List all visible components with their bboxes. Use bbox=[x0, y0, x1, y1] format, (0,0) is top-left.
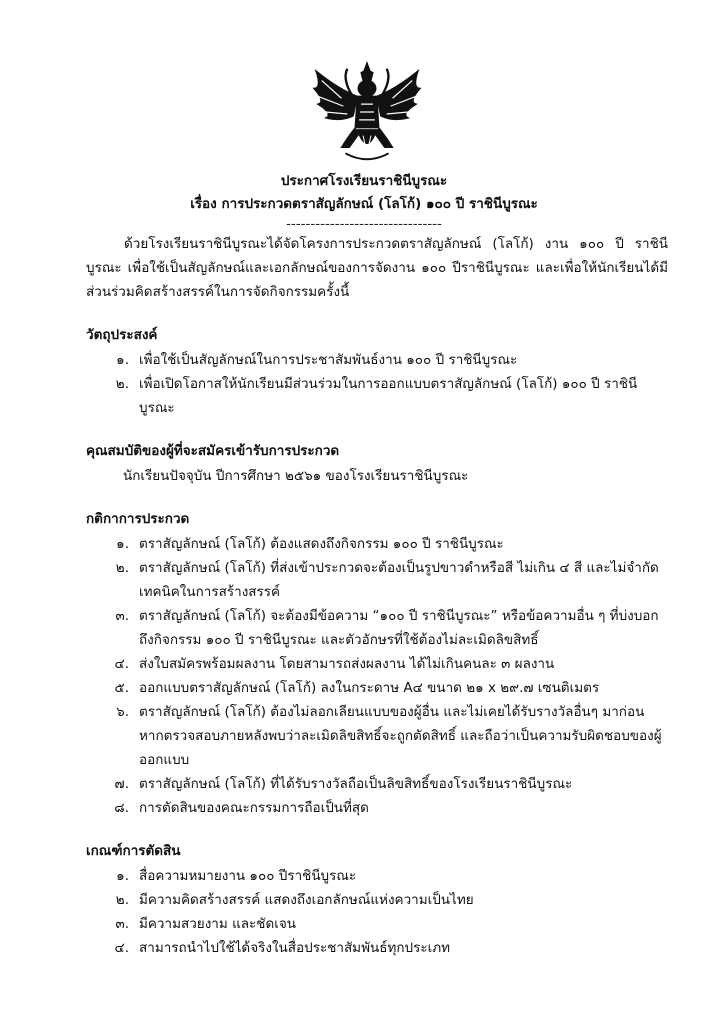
list-item bbox=[86, 796, 668, 820]
list-item bbox=[86, 772, 668, 796]
item-text: เพื่อใช้เป็นสัญลักษณ์ในการประชาสัมพันธ์งาน ๑๐๐ ปี ราชินีบูรณะ bbox=[139, 352, 518, 368]
list-item bbox=[86, 676, 668, 700]
criteria-heading: เกณฑ์การตัดสิน bbox=[86, 843, 181, 859]
item-number: ๑. bbox=[116, 868, 129, 884]
item-number: ๓. bbox=[115, 608, 129, 624]
list-item bbox=[86, 912, 668, 936]
list-item bbox=[86, 532, 668, 556]
objectives-list bbox=[86, 348, 668, 420]
qualifications-heading: คุณสมบัติของผู้ที่จะสมัครเข้ารับการประกวด bbox=[86, 443, 340, 459]
item-text: การตัดสินของคณะกรรมการถือเป็นที่สุด bbox=[139, 800, 369, 816]
list-item bbox=[86, 556, 668, 604]
item-text: มีความคิดสร้างสรรค์ แสดงถึงเอกลักษณ์แห่งความเป็นไทย bbox=[139, 892, 474, 908]
item-number: ๔. bbox=[114, 656, 129, 672]
item-number: ๑. bbox=[116, 352, 129, 368]
qualifications-text: นักเรียนปัจจุบัน ปีการศึกษา ๒๕๖๑ ของโรงเรียนราชินีบูรณะ bbox=[123, 468, 469, 484]
item-text: มีความสวยงาม และชัดเจน bbox=[139, 916, 296, 932]
announcement-body bbox=[86, 232, 668, 960]
list-item bbox=[86, 888, 668, 912]
item-number: ๔. bbox=[114, 940, 129, 956]
list-item bbox=[86, 864, 668, 888]
item-number: ๗. bbox=[114, 776, 129, 792]
list-item bbox=[86, 652, 668, 676]
item-text: สื่อความหมายงาน ๑๐๐ ปีราชินีบูรณะ bbox=[139, 868, 357, 884]
item-number: ๘. bbox=[114, 800, 129, 816]
announcement-heading bbox=[0, 170, 728, 232]
item-number: ๒. bbox=[115, 560, 129, 576]
item-text: ตราสัญลักษณ์ (โลโก้) จะต้องมีข้อความ “๑๐๐ ปี ราชินีบูรณะ” หรือข้อความอื่น ๆ ที่บ่งบอกถึงกิจกรรม ๑๐๐ ปี ราชินีบูรณะ และตัวอักษรที่ใช้ต้องไม่ละเมิดลิขสิทธิ์ bbox=[139, 608, 659, 648]
rules-heading: กติกาการประกวด bbox=[86, 511, 190, 527]
item-text: ออกแบบตราสัญลักษณ์ (โลโก้) ลงในกระดาษ A๔ ขนาด ๒๑ x ๒๙.๗ เซนติเมตร bbox=[139, 680, 600, 696]
list-item bbox=[86, 348, 668, 372]
rules-list bbox=[86, 532, 668, 820]
item-number: ๖. bbox=[116, 704, 129, 720]
list-item bbox=[86, 372, 668, 420]
item-text: ตราสัญลักษณ์ (โลโก้) ต้องแสดงถึงกิจกรรม ๑๐๐ ปี ราชินีบูรณะ bbox=[139, 536, 504, 552]
item-text: ตราสัญลักษณ์ (โลโก้) ที่ส่งเข้าประกวดจะต้องเป็นรูปขาวดำหรือสี ไม่เกิน ๔ สี และไม่จำกัดเทคนิคในการสร้างสรรค์ bbox=[139, 560, 659, 600]
item-number: ๑. bbox=[116, 536, 129, 552]
announcement-title: ประกาศโรงเรียนราชินีบูรณะ bbox=[280, 173, 448, 189]
item-text: เพื่อเปิดโอกาสให้นักเรียนมีส่วนร่วมในการออกแบบตราสัญลักษณ์ (โลโก้) ๑๐๐ ปี ราชินีบูรณะ bbox=[139, 376, 638, 416]
intro-paragraph: ด้วยโรงเรียนราชินีบูรณะได้จัดโครงการประกวดตราสัญลักษณ์ (โลโก้) งาน ๑๐๐ ปี ราชินีบูรณะ เพื่อใช้เป็นสัญลักษณ์และเอกลักษณ์ของการจัดงาน ๑๐๐ ปีราชินีบูรณะ และเพื่อให้นักเรียนได้มีส่วนร่วมคิดสร้างสรรค์ในการจัดกิจกรรมครั้งนี้ bbox=[86, 236, 668, 300]
criteria-list bbox=[86, 864, 668, 960]
list-item bbox=[86, 700, 668, 772]
item-text: ส่งใบสมัครพร้อมผลงาน โดยสามารถส่งผลงาน ได้ไม่เกินคนละ ๓ ผลงาน bbox=[139, 656, 555, 672]
list-item bbox=[86, 604, 668, 652]
item-text: ตราสัญลักษณ์ (โลโก้) ต้องไม่ลอกเลียนแบบของผู้อื่น และไม่เคยได้รับรางวัลอื่นๆ มาก่อน หากตรวจสอบภายหลังพบว่าละเมิดลิขสิทธิ์จะถูกตัดสิทธิ์ และถือว่าเป็นความรับผิดชอบของผู้ออกแบบ bbox=[139, 704, 662, 768]
divider-rule: -------------------------------- bbox=[286, 216, 442, 232]
list-item bbox=[86, 936, 668, 960]
item-text: สามารถนำไปใช้ได้จริงในสื่อประชาสัมพันธ์ทุกประเภท bbox=[139, 940, 451, 956]
item-number: ๓. bbox=[115, 916, 129, 932]
objectives-heading: วัตถุประสงค์ bbox=[86, 327, 158, 343]
item-number: ๕. bbox=[114, 680, 129, 696]
item-text: ตราสัญลักษณ์ (โลโก้) ที่ได้รับรางวัลถือเป็นลิขสิทธิ์ของโรงเรียนราชินีบูรณะ bbox=[139, 776, 573, 792]
announcement-subject: เรื่อง การประกวดตราสัญลักษณ์ (โลโก้) ๑๐๐ ปี ราชินีบูรณะ bbox=[190, 196, 538, 212]
item-number: ๒. bbox=[115, 376, 129, 392]
item-number: ๒. bbox=[115, 892, 129, 908]
garuda-emblem-icon bbox=[308, 58, 426, 168]
